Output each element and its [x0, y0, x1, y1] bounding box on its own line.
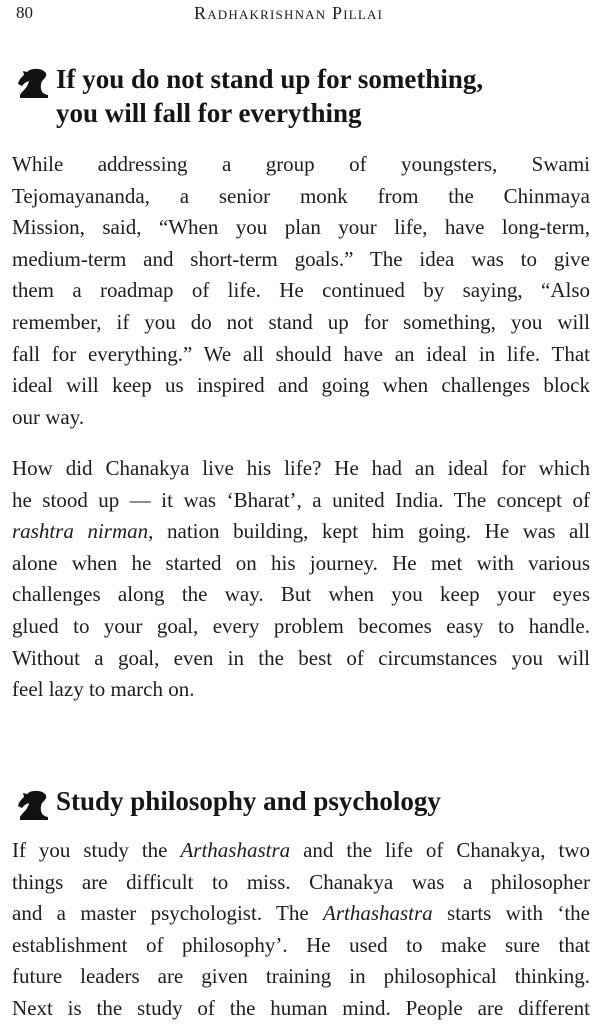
text-line: challenges along the way. But when you keep your eyes	[12, 582, 590, 607]
running-head	[16, 2, 580, 24]
text-line: future leaders are given training in philosophical thinking.	[12, 964, 590, 989]
section-heading-philosophy	[14, 784, 594, 822]
text-run: starts with ‘the	[432, 901, 591, 926]
text-line: While addressing a group of youngsters, Swami	[12, 152, 590, 176]
text-line: things are difficult to miss. Chanakya was a philosopher	[12, 869, 590, 894]
chess-knight-icon	[14, 66, 54, 100]
text-line: establishment of philosophy’. He used to make sure that	[12, 932, 590, 957]
text-line	[12, 898, 590, 930]
text-run: and a master psychologist. The	[12, 901, 323, 926]
text-run: , nation building, kept him going. He was all	[148, 519, 590, 544]
text-line: them a roadmap of life. He continued by saying, “Also	[12, 278, 590, 303]
text-line: Tejomayananda, a senior monk from the Chinmaya	[12, 183, 590, 208]
text-line	[12, 835, 590, 867]
chess-knight-icon	[14, 788, 54, 822]
heading-line: If you do not stand up for something,	[56, 64, 484, 94]
text-line: alone when he started on his journey. He met with various	[12, 550, 590, 575]
paragraph	[12, 835, 590, 1025]
text-line: Mission, said, “When you plan your life, have long-term,	[12, 215, 590, 240]
text-run: and the life of Chanakya, two	[290, 838, 591, 862]
heading-line: Study philosophy and psychology	[56, 786, 441, 816]
text-line: he stood up — it was ‘Bharat’, a united India. The concept of	[12, 487, 590, 512]
text-line: Next is the study of the human mind. People are different	[12, 995, 590, 1020]
text-line: Without a goal, even in the best of circumstances you will	[12, 645, 590, 670]
section-heading-stand-up	[14, 62, 594, 130]
text-line: ideal will keep us inspired and going when challenges block	[12, 373, 590, 398]
text-line: fall for everything.” We all should have an ideal in life. That	[12, 341, 590, 366]
author-name: Radhakrishnan Pillai	[194, 3, 384, 23]
heading-line: you will fall for everything	[56, 98, 362, 128]
italic-term: Arthashastra	[323, 901, 433, 926]
page-number: 80	[16, 3, 33, 22]
paragraph	[12, 149, 590, 433]
text-line: medium-term and short-term goals.” The idea was to give	[12, 246, 590, 271]
text-line: remember, if you do not stand up for something, you will	[12, 309, 590, 334]
paragraph	[12, 453, 590, 706]
section-heading-text	[56, 62, 483, 130]
text-line: feel lazy to march on.	[12, 677, 195, 702]
text-line: glued to your goal, every problem becomes easy to handle.	[12, 613, 590, 638]
italic-term: rashtra nirman	[12, 519, 149, 544]
text-line: How did Chanakya live his life? He had an ideal for which	[12, 456, 590, 480]
text-run: If you study the	[12, 838, 181, 862]
italic-term: Arthashastra	[180, 838, 291, 862]
text-line: our way.	[12, 404, 85, 429]
text-line	[12, 516, 590, 548]
section-heading-text	[56, 784, 441, 818]
